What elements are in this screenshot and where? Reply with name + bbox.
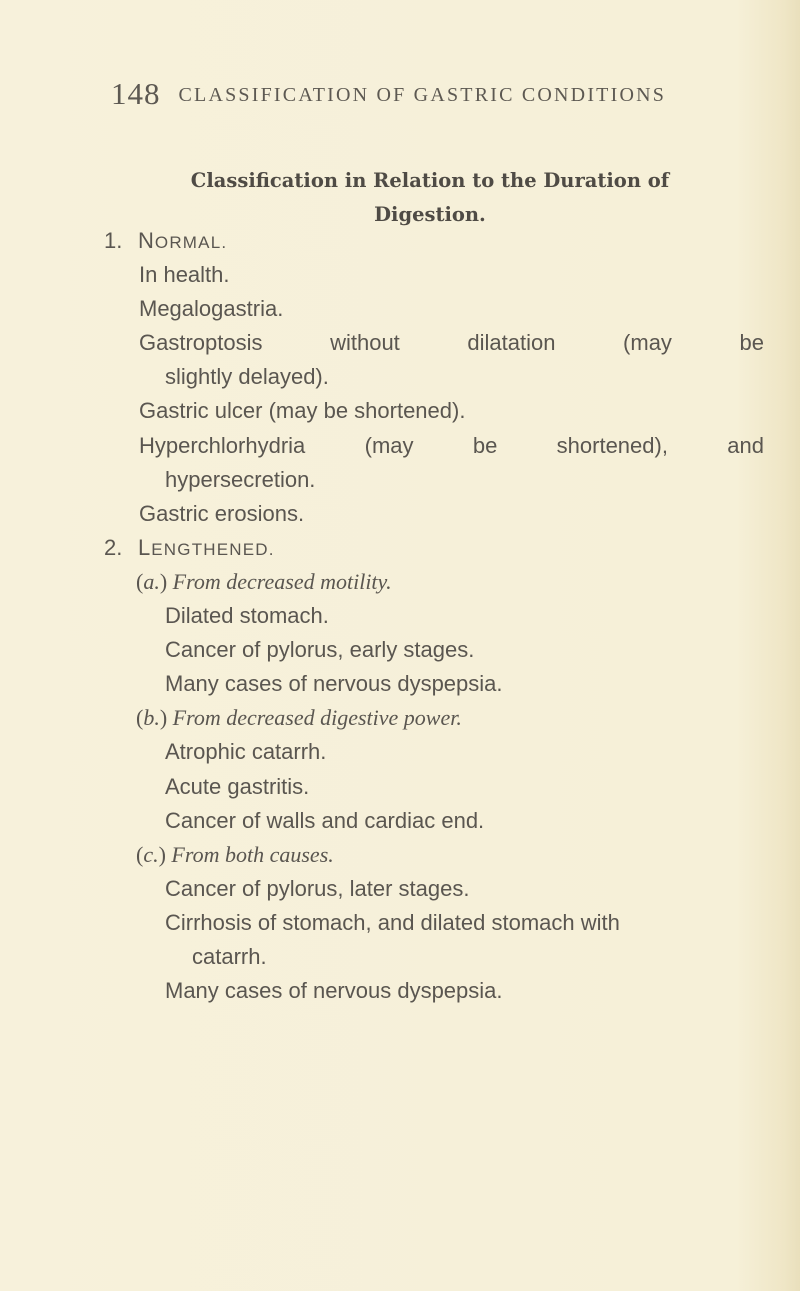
section-lengthened-title: 2. LENGTHENED. [104, 531, 764, 565]
running-head [111, 76, 711, 112]
list-item: Atrophic catarrh. [165, 739, 327, 765]
page-number: 148 [111, 76, 161, 111]
list-item: Gastric erosions. [139, 500, 305, 526]
heading-line-2: Digestion. [374, 203, 486, 226]
list-item-continuation: catarrh. [192, 943, 267, 969]
list-item: Acute gastritis. [165, 773, 310, 799]
list-item: Many cases of nervous dyspepsia. [165, 671, 503, 697]
list-item: Dilated stomach. [165, 603, 329, 629]
subsection-b-title: (b.) From decreased digestive power. [136, 705, 462, 731]
subsection-a-title: (a.) From decreased motility. [136, 568, 392, 594]
running-title: CLASSIFICATION OF GASTRIC CONDITIONS [178, 84, 667, 106]
list-item: Gastroptosis without dilatation (may be [139, 330, 764, 356]
section-number: 2. [104, 534, 123, 560]
list-item: Gastric ulcer (may be shortened). [139, 398, 466, 424]
list-item: Cancer of pylorus, later stages. [165, 875, 470, 901]
list-item: Cancer of pylorus, early stages. [165, 637, 475, 663]
section-number: 1. [104, 228, 123, 253]
list-item: Cirrhosis of stomach, and dilated stomach with [165, 909, 620, 935]
section-heading [130, 164, 730, 232]
subsection-c-title: (c.) From both causes. [136, 841, 334, 867]
list-item: Cancer of walls and cardiac end. [165, 807, 485, 833]
list-item: Hyperchlorhydria (may be shortened), and [139, 432, 764, 458]
heading-line-1: Classification in Relation to the Duration of [190, 169, 670, 192]
section-normal-title: 1. NORMAL. [104, 224, 764, 258]
list-item-continuation: hypersecretion. [165, 466, 316, 492]
list-item-continuation: slightly delayed). [165, 364, 329, 390]
list-item: Many cases of nervous dyspepsia. [165, 978, 503, 1004]
classification-list [104, 224, 764, 1008]
list-item: Megalogastria. [139, 296, 284, 322]
list-item: In health. [139, 262, 230, 288]
